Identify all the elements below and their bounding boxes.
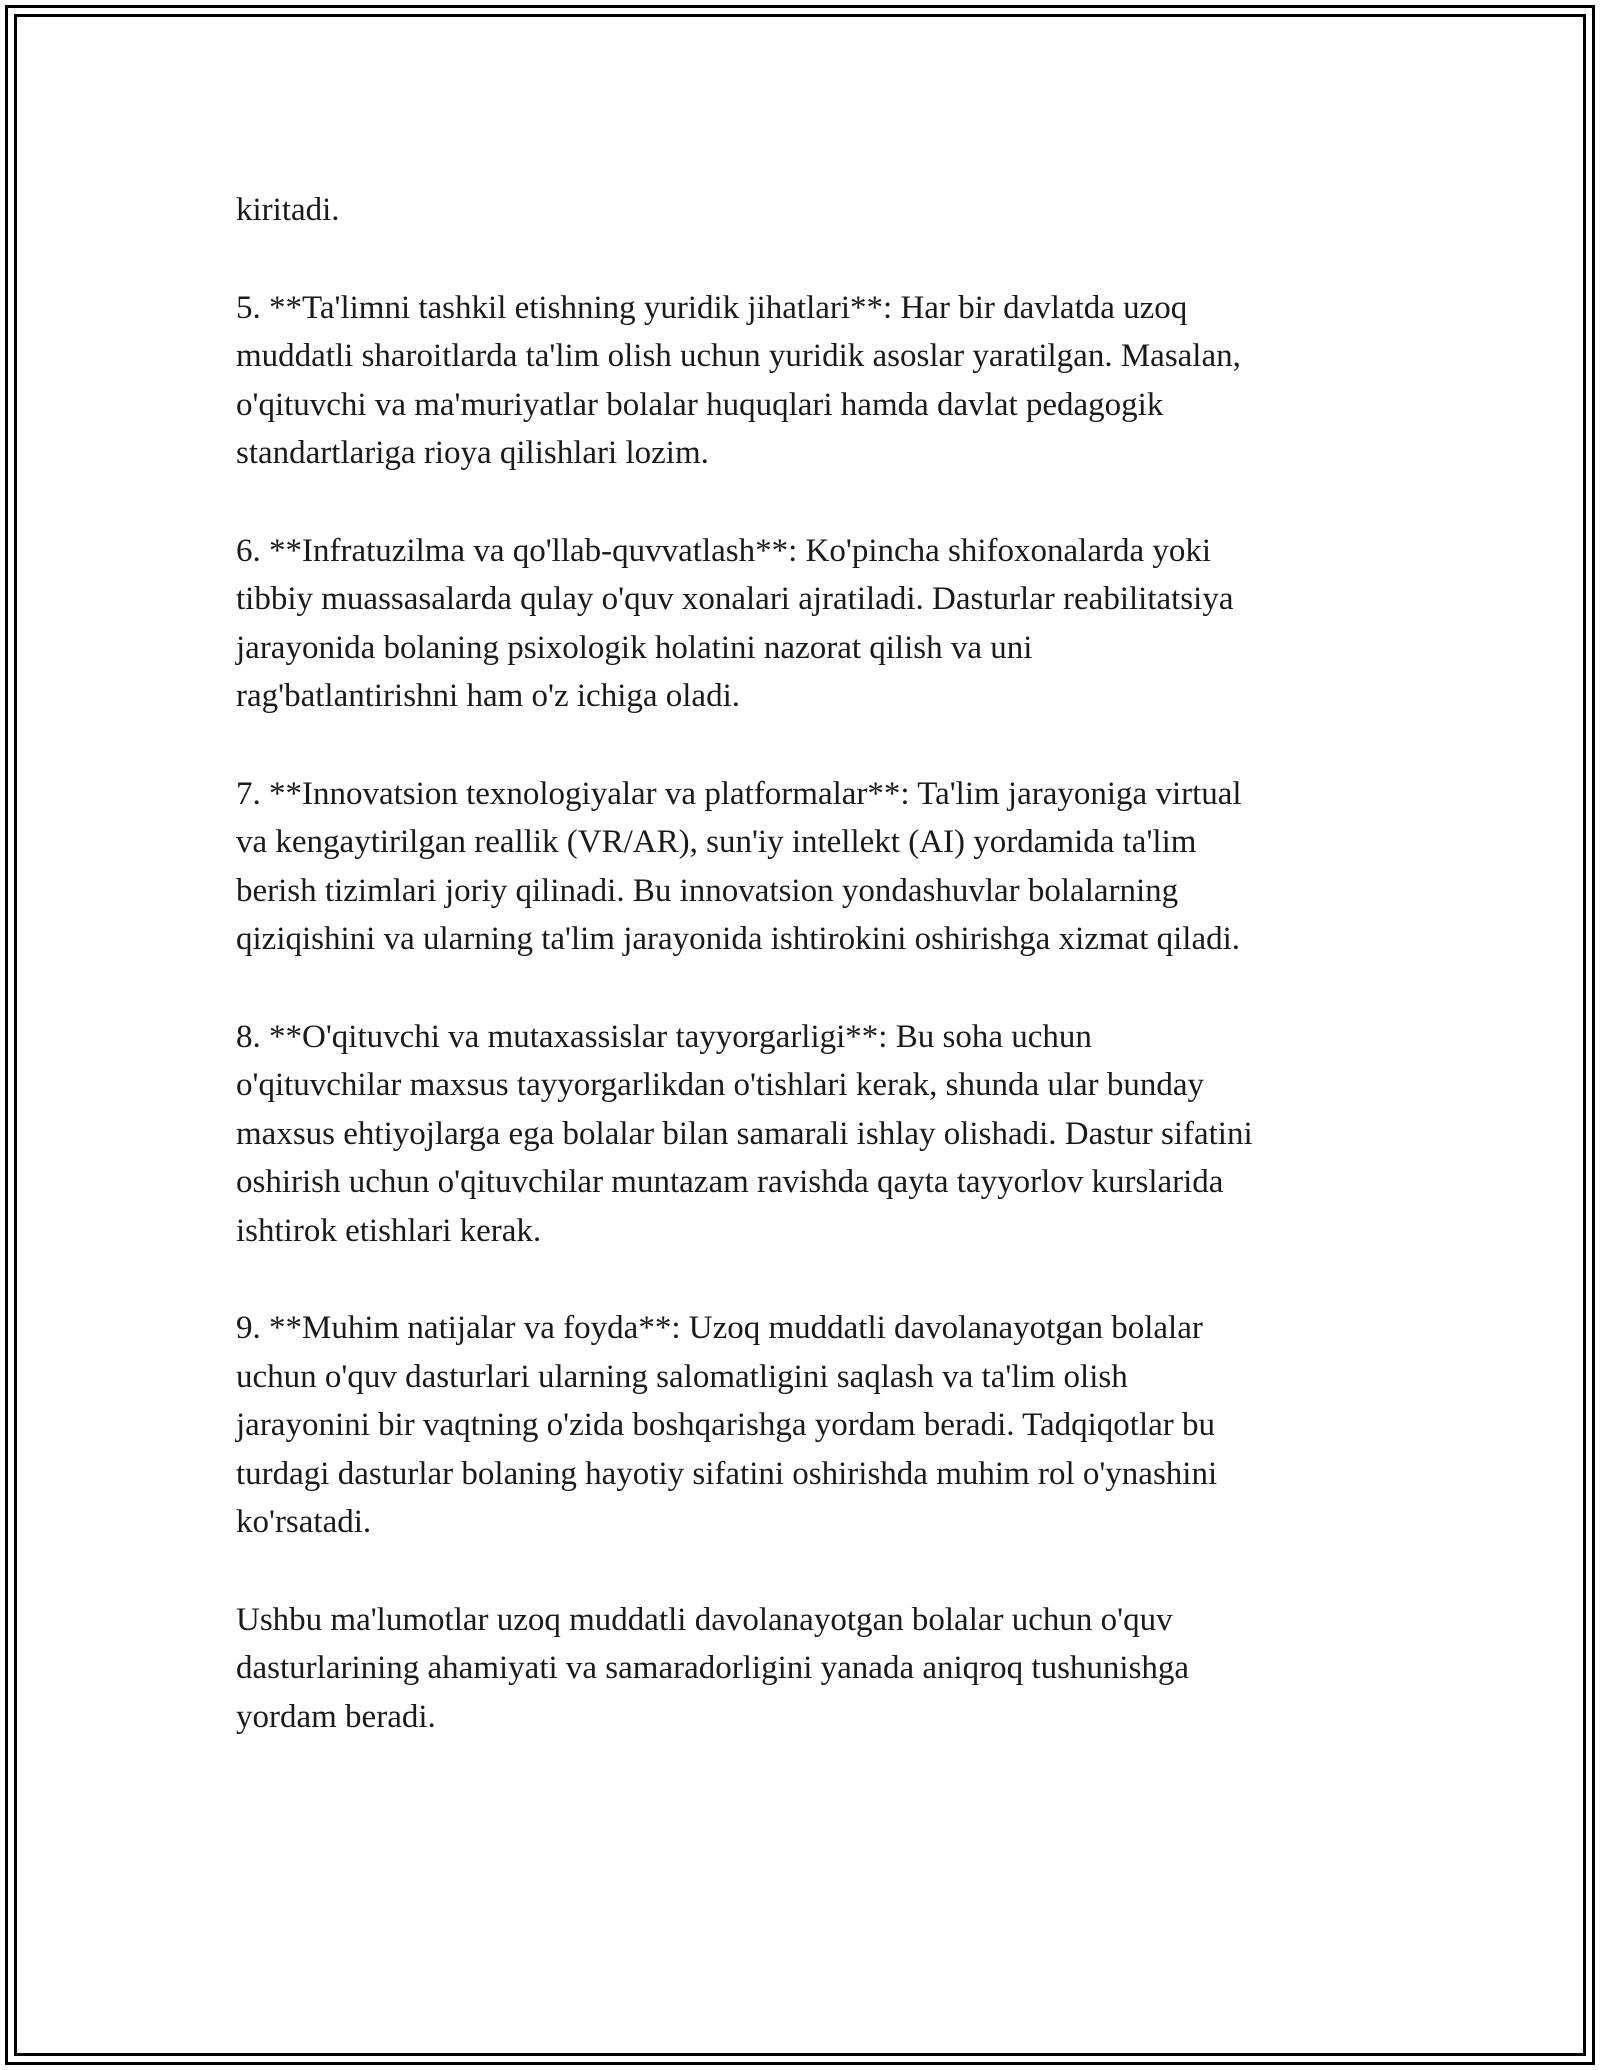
text-line: qiziqishini va ularning ta'lim jarayonida ishtirokini oshirishga xizmat qiladi. [236, 921, 1241, 957]
text-line: yordam beradi. [236, 1698, 436, 1735]
text-line: tibbiy muassasalarda qulay o'quv xonalari ajratiladi. Dasturlar reabilitatsiya [236, 581, 1234, 617]
paragraph-item-7 [236, 770, 1376, 964]
paragraph-conclusion [236, 1596, 1376, 1742]
text-line: dasturlarining ahamiyati va samaradorligini yanada aniqroq tushunishga [236, 1650, 1190, 1686]
text-line: ishtirok etishlari kerak. [236, 1212, 542, 1249]
text-line: kiritadi. [236, 192, 340, 228]
text-line: o'qituvchilar maxsus tayyorgarlikdan o'tishlari kerak, shunda ular bunday [236, 1067, 1205, 1103]
text-line: rag'batlantirishni ham o'z ichiga oladi. [236, 678, 740, 714]
document-body [236, 186, 1376, 1790]
text-line: turdagi dasturlar bolaning hayotiy sifatini oshirishda muhim rol o'ynashini [236, 1455, 1218, 1492]
text-line: jarayonini bir vaqtning o'zida boshqarishga yordam beradi. Tadqiqotlar bu [236, 1407, 1216, 1443]
text-line: 7. **Innovatsion texnologiyalar va platformalar**: Ta'lim jarayoniga virtual [236, 775, 1242, 812]
text-line: Ushbu ma'lumotlar uzoq muddatli davolanayotgan bolalar uchun o'quv [236, 1601, 1173, 1638]
paragraph-item-8 [236, 1013, 1376, 1256]
paragraph-item-6 [236, 527, 1376, 721]
text-line: o'qituvchi va ma'muriyatlar bolalar huquqlari hamda davlat pedagogik [236, 386, 1164, 423]
text-line: 6. **Infratuzilma va qo'llab-quvvatlash**: Ko'pincha shifoxonalarda yoki [236, 532, 1212, 569]
paragraph-item-9 [236, 1304, 1376, 1547]
paragraph-continuation [236, 186, 1376, 235]
text-line: 9. **Muhim natijalar va foyda**: Uzoq muddatli davolanayotgan bolalar [236, 1310, 1203, 1346]
text-line: berish tizimlari joriy qilinadi. Bu innovatsion yondashuvlar bolalarning [236, 872, 1179, 909]
text-line: muddatli sharoitlarda ta'lim olish uchun yuridik asoslar yaratilgan. Masalan, [236, 338, 1241, 374]
text-line: ko'rsatadi. [236, 1504, 372, 1540]
text-line: 5. **Ta'limni tashkil etishning yuridik jihatlari**: Har bir davlatda uzoq [236, 289, 1188, 326]
text-line: maxsus ehtiyojlarga ega bolalar bilan samarali ishlay olishadi. Dastur sifatini [236, 1115, 1253, 1152]
paragraph-item-5 [236, 284, 1376, 478]
text-line: standartlariga rioya qilishlari lozim. [236, 435, 709, 471]
text-line: jarayonida bolaning psixologik holatini nazorat qilish va uni [236, 629, 1033, 666]
text-line: uchun o'quv dasturlari ularning salomatligini saqlash va ta'lim olish [236, 1358, 1128, 1395]
text-line: 8. **O'qituvchi va mutaxassislar tayyorgarligi**: Bu soha uchun [236, 1018, 1092, 1055]
text-line: oshirish uchun o'qituvchilar muntazam ravishda qayta tayyorlov kurslarida [236, 1164, 1224, 1200]
text-line: va kengaytirilgan reallik (VR/AR), sun'iy intellekt (AI) yordamida ta'lim [236, 824, 1197, 860]
